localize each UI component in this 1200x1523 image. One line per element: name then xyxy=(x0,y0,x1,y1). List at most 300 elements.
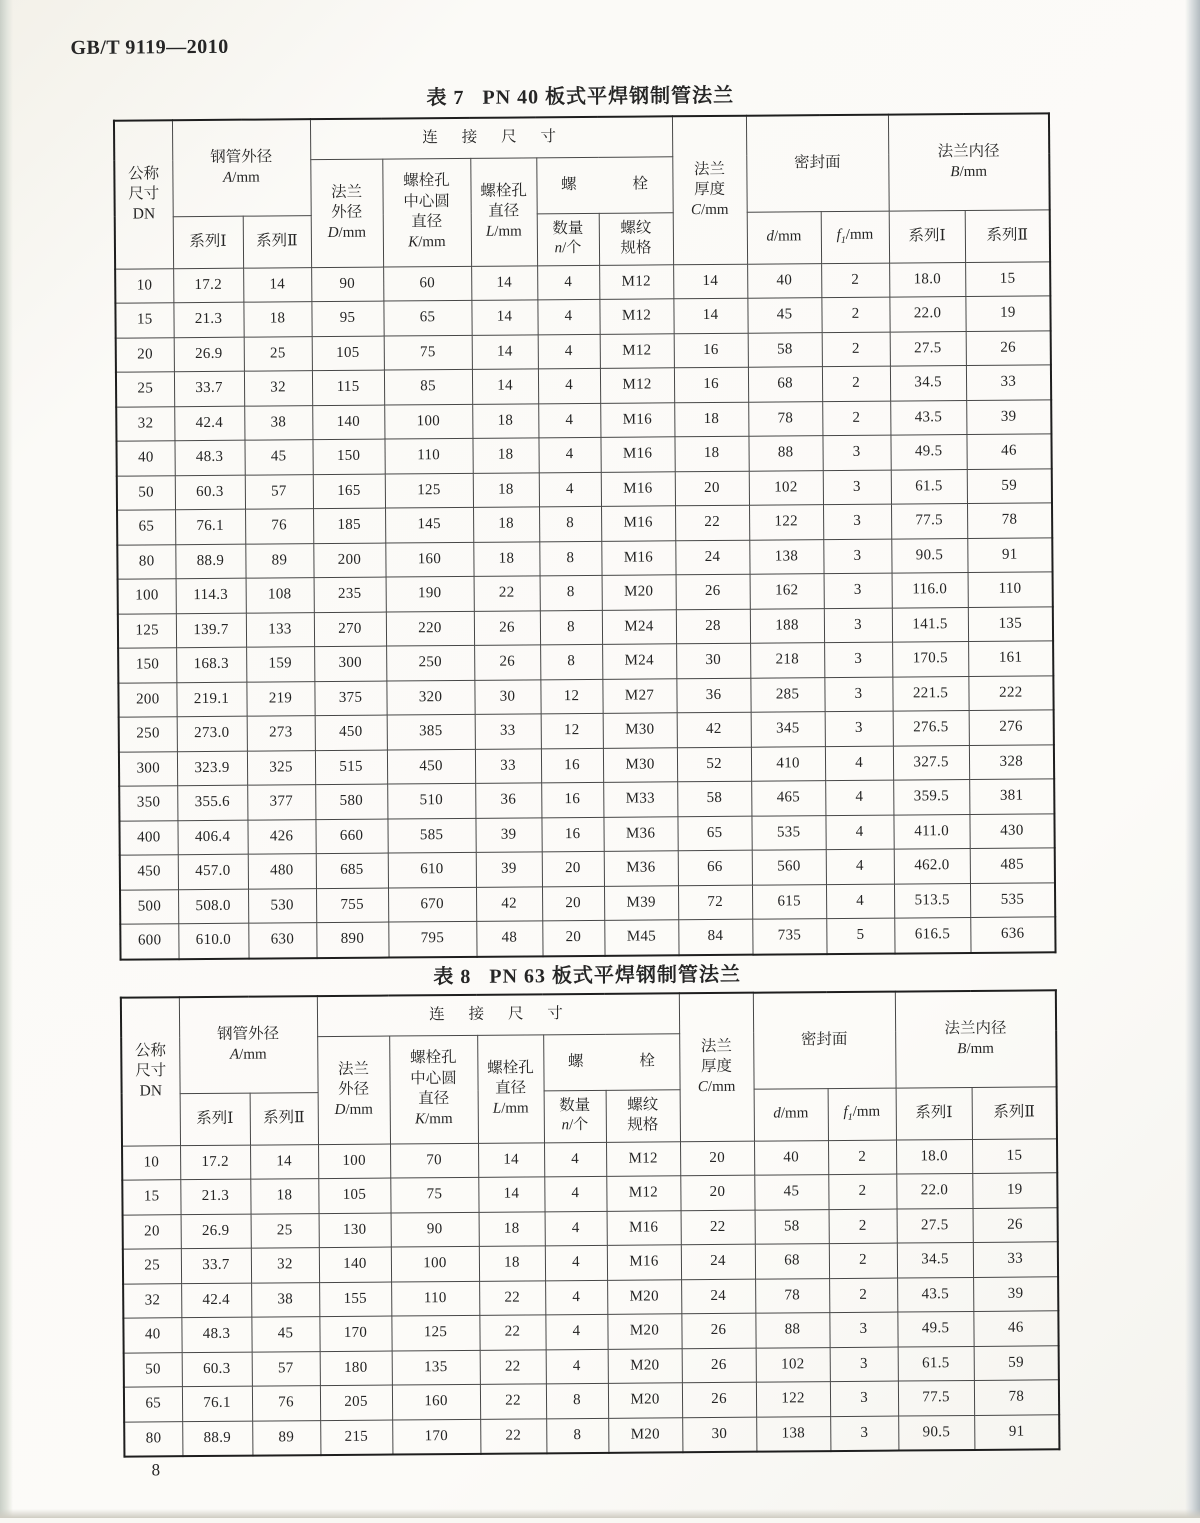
table-cell: 5 xyxy=(826,918,894,954)
table-cell: M12 xyxy=(600,368,674,403)
header-seal-d xyxy=(747,211,821,264)
table-cell: 61.5 xyxy=(891,469,967,504)
table-cell: 89 xyxy=(252,1420,320,1456)
table-cell: M24 xyxy=(602,644,676,679)
table-cell: 39 xyxy=(476,852,542,887)
table-cell: 100 xyxy=(384,404,472,439)
table-cell: M12 xyxy=(599,299,673,334)
table-cell: 406.4 xyxy=(177,820,247,855)
table-cell: 328 xyxy=(969,744,1054,779)
table-cell: M12 xyxy=(606,1176,680,1211)
header-bolt-qty xyxy=(537,213,599,265)
table-cell: M16 xyxy=(607,1245,681,1280)
table-cell: 16 xyxy=(674,367,748,402)
table-cell: 80 xyxy=(124,1421,182,1456)
table-cell: 24 xyxy=(675,540,749,575)
table7-name: PN 40 板式平焊钢制管法兰 xyxy=(482,85,734,109)
table-cell: 8 xyxy=(540,644,602,679)
header-bolt-hole xyxy=(470,157,537,266)
header-pipe-od-symbol: A/mm xyxy=(180,1045,317,1066)
table-cell: 457.0 xyxy=(178,854,248,889)
table-cell: 105 xyxy=(318,1178,390,1213)
table-cell: M45 xyxy=(604,920,678,956)
header-bolt-thread-label: 螺纹 规格 xyxy=(620,219,651,257)
table-cell: 670 xyxy=(388,887,476,922)
table-cell: 4 xyxy=(825,746,893,781)
header-bolt-hole-label: 螺栓孔 直径 xyxy=(471,181,536,222)
table-cell: 40 xyxy=(747,263,821,298)
table-cell: 75 xyxy=(390,1177,478,1212)
header-bolt-qty-label: 数量 xyxy=(544,1096,605,1117)
table-cell: 610.0 xyxy=(178,923,248,959)
table-cell: M12 xyxy=(599,264,673,299)
table-cell: M20 xyxy=(608,1348,682,1383)
table-cell: M33 xyxy=(603,782,677,817)
table-cell: 88 xyxy=(749,436,823,471)
table-cell: 18 xyxy=(243,302,311,337)
table8-pn63-flange-table xyxy=(120,989,1061,1457)
header-bolt-circle-label: 螺栓孔 中心圆 直径 xyxy=(383,171,470,233)
table-cell: 48.3 xyxy=(174,440,244,475)
table8-title xyxy=(120,955,1055,991)
table7-title xyxy=(113,76,1048,112)
table-cell: 250 xyxy=(386,645,474,680)
table-cell: 16 xyxy=(674,333,748,368)
table-cell: 19 xyxy=(965,296,1050,331)
table-cell: 22 xyxy=(681,1210,755,1245)
header-pipe-series1: 系列Ⅰ xyxy=(173,216,243,269)
table-cell: 636 xyxy=(970,917,1055,953)
table8-body xyxy=(122,1138,1060,1456)
table-cell: M20 xyxy=(602,575,676,610)
header-sealing-face: 密封面 xyxy=(753,992,896,1089)
table-cell: 3 xyxy=(824,573,892,608)
table-cell: 22 xyxy=(675,505,749,540)
table-cell: 4 xyxy=(537,299,599,334)
table-cell: 22 xyxy=(480,1384,546,1419)
header-pipe-od xyxy=(172,119,311,216)
table-cell: 30 xyxy=(676,643,750,678)
table-cell: 26 xyxy=(676,574,750,609)
table-cell: 150 xyxy=(312,439,384,474)
table-cell: 100 xyxy=(391,1246,479,1281)
header-bore-series2: 系列Ⅱ xyxy=(965,209,1050,262)
table-cell: 4 xyxy=(825,780,893,815)
table-cell: 20 xyxy=(675,471,749,506)
table-cell: 26 xyxy=(681,1313,755,1348)
table-cell: 188 xyxy=(750,608,824,643)
header-flange-thickness-label: 法兰 厚度 xyxy=(680,1037,753,1078)
table-cell: 4 xyxy=(546,1349,608,1384)
header-bolt-thread xyxy=(606,1089,680,1142)
header-bolt-hole-symbol: L/mm xyxy=(471,222,536,242)
table-cell: 25 xyxy=(244,336,312,371)
table-cell: 125 xyxy=(391,1315,479,1350)
table-cell: 20 xyxy=(680,1175,754,1210)
table-cell: 49.5 xyxy=(897,1311,973,1346)
table-cell: 22 xyxy=(480,1418,546,1454)
table-cell: 26 xyxy=(474,610,540,645)
table-cell: 270 xyxy=(314,612,386,647)
header-seal-f1 xyxy=(821,211,889,264)
table-cell: 145 xyxy=(385,507,473,542)
table-cell: 3 xyxy=(823,470,891,505)
table-cell: 45 xyxy=(251,1317,319,1352)
table7-body xyxy=(115,261,1055,959)
table-cell: 3 xyxy=(829,1312,897,1347)
table8-name: PN 63 板式平焊钢制管法兰 xyxy=(489,964,741,988)
table-cell: 14 xyxy=(472,369,538,404)
header-pipe-od-symbol: A/mm xyxy=(173,168,310,189)
table-cell: 22.0 xyxy=(896,1173,972,1208)
table-cell: 221.5 xyxy=(892,676,968,711)
table-cell: 411.0 xyxy=(894,814,970,849)
table-cell: 18 xyxy=(479,1246,545,1281)
table-cell: 125 xyxy=(118,613,176,648)
table-cell: 76.1 xyxy=(175,509,245,544)
table-cell: 535 xyxy=(752,815,826,850)
table-cell: 125 xyxy=(385,473,473,508)
table-cell: 22 xyxy=(474,576,540,611)
table-cell: 15 xyxy=(122,1180,180,1215)
table-cell: 122 xyxy=(756,1382,830,1417)
table-cell: 116.0 xyxy=(892,572,968,607)
table-cell: 91 xyxy=(974,1414,1059,1450)
table-cell: 4 xyxy=(538,334,600,369)
table-cell: 375 xyxy=(314,681,386,716)
table-cell: M36 xyxy=(604,851,678,886)
table-cell: 170 xyxy=(319,1316,391,1351)
table-cell: 22 xyxy=(479,1315,545,1350)
table-cell: 45 xyxy=(747,298,821,333)
table-cell: 49.5 xyxy=(891,434,967,469)
header-flange-thickness xyxy=(679,993,754,1142)
table-cell: M36 xyxy=(603,816,677,851)
table-cell: M16 xyxy=(607,1210,681,1245)
table-cell: 46 xyxy=(973,1311,1058,1346)
header-seal-f1 xyxy=(828,1088,896,1141)
table-cell: 3 xyxy=(823,504,891,539)
table-cell: 45 xyxy=(244,440,312,475)
table-cell: 100 xyxy=(118,579,176,614)
table-cell: 135 xyxy=(392,1350,480,1385)
table-cell: 8 xyxy=(540,575,602,610)
table-cell: 585 xyxy=(387,818,475,853)
table-cell: 65 xyxy=(678,816,752,851)
table-cell: 10 xyxy=(122,1145,180,1180)
table-cell: M16 xyxy=(600,402,674,437)
table-cell: 18 xyxy=(473,472,539,507)
table-cell: 180 xyxy=(320,1351,392,1386)
table-cell: 32 xyxy=(251,1248,319,1283)
table-cell: 20 xyxy=(542,920,604,955)
table-cell: 350 xyxy=(119,786,177,821)
table-cell: 48 xyxy=(476,921,542,957)
standard-code: GB/T 9119—2010 xyxy=(70,36,229,60)
header-connection-dims: 连 接 尺 寸 xyxy=(310,116,672,159)
table-cell: 500 xyxy=(120,889,178,924)
header-flange-bore-symbol: B/mm xyxy=(889,162,1049,183)
table-cell: 2 xyxy=(829,1278,897,1313)
table-cell: 27.5 xyxy=(890,331,966,366)
header-bolt-circle xyxy=(382,158,471,267)
table-cell: 84 xyxy=(678,919,752,955)
table-cell: 30 xyxy=(682,1417,756,1453)
table-cell: 4 xyxy=(544,1142,606,1177)
table-cell: 30 xyxy=(474,679,540,714)
table-cell: 72 xyxy=(678,885,752,920)
table-cell: 400 xyxy=(119,820,177,855)
table-cell: 39 xyxy=(475,817,541,852)
header-bolt-circle xyxy=(389,1035,478,1144)
table-cell: 2 xyxy=(829,1209,897,1244)
table-cell: 24 xyxy=(681,1279,755,1314)
table-cell: 40 xyxy=(754,1140,828,1175)
table-cell: 32 xyxy=(123,1283,181,1318)
header-bolt-group: 螺 栓 xyxy=(536,156,672,213)
table-cell: 355.6 xyxy=(177,785,247,820)
table7-header xyxy=(114,113,1050,268)
table-cell: 480 xyxy=(248,854,316,889)
table-cell: 170 xyxy=(392,1419,480,1455)
table-cell: 130 xyxy=(319,1213,391,1248)
table-cell: 2 xyxy=(821,263,889,298)
table-cell: 78 xyxy=(967,503,1052,538)
table-cell: 115 xyxy=(312,370,384,405)
table-cell: 4 xyxy=(538,403,600,438)
table-cell: 219 xyxy=(246,681,314,716)
table8-label: 表 8 xyxy=(433,966,471,988)
table-cell: 18 xyxy=(675,436,749,471)
table-cell: 8 xyxy=(546,1383,608,1418)
table-cell: 616.5 xyxy=(894,917,970,953)
table-cell: 48.3 xyxy=(181,1317,251,1352)
table-cell: 40 xyxy=(123,1318,181,1353)
table-cell: 110 xyxy=(384,438,472,473)
table-cell: 60.3 xyxy=(175,475,245,510)
header-flange-thickness-symbol: C/mm xyxy=(673,201,746,221)
header-bolt-circle-label: 螺栓孔 中心圆 直径 xyxy=(390,1048,477,1110)
table-cell: 90.5 xyxy=(898,1415,974,1451)
table-cell: 25 xyxy=(116,372,174,407)
table-cell: 4 xyxy=(545,1280,607,1315)
table-cell: 513.5 xyxy=(894,883,970,918)
table-cell: 43.5 xyxy=(897,1277,973,1312)
table-cell: 20 xyxy=(680,1141,754,1176)
header-bolt-thread xyxy=(599,212,673,265)
header-bolt-circle-symbol: K/mm xyxy=(390,1110,477,1130)
table-cell: 14 xyxy=(472,334,538,369)
table-cell: 200 xyxy=(313,543,385,578)
table-cell: 165 xyxy=(313,474,385,509)
table-cell: 26.9 xyxy=(181,1214,251,1249)
table-cell: 95 xyxy=(311,301,383,336)
table-cell: 218 xyxy=(750,643,824,678)
table-cell: 20 xyxy=(542,886,604,921)
table-cell: 20 xyxy=(123,1214,181,1249)
table-cell: 300 xyxy=(314,646,386,681)
table-cell: 450 xyxy=(120,855,178,890)
table-cell: 3 xyxy=(830,1381,898,1416)
table-cell: 285 xyxy=(750,677,824,712)
table-cell: 18 xyxy=(479,1211,545,1246)
table-cell: 34.5 xyxy=(890,365,966,400)
page-number: 8 xyxy=(151,1460,160,1480)
table-cell: 58 xyxy=(748,332,822,367)
table-cell: 235 xyxy=(314,577,386,612)
table-cell: 150 xyxy=(118,648,176,683)
header-nominal-size xyxy=(114,120,173,268)
table-cell: 105 xyxy=(312,336,384,371)
table-cell: 162 xyxy=(750,574,824,609)
table-cell: 140 xyxy=(312,405,384,440)
header-flange-bore-label: 法兰内径 xyxy=(896,1018,1056,1040)
table-cell: 40 xyxy=(116,441,174,476)
scan-edge-right xyxy=(1185,0,1200,1518)
table-cell: 168.3 xyxy=(176,647,246,682)
header-bolt-qty-symbol: n/个 xyxy=(544,1116,605,1136)
table-cell: 222 xyxy=(968,675,1053,710)
header-seal-d-symbol: d/mm xyxy=(747,227,820,247)
table-cell: 60 xyxy=(383,266,471,301)
table-cell: 18 xyxy=(473,541,539,576)
table-cell: 89 xyxy=(245,543,313,578)
table-cell: M12 xyxy=(606,1141,680,1176)
table-cell: 4 xyxy=(826,849,894,884)
table-cell: 250 xyxy=(119,717,177,752)
table-cell: 78 xyxy=(974,1380,1059,1415)
table-cell: 4 xyxy=(545,1314,607,1349)
header-bolt-thread-label: 螺纹 规格 xyxy=(627,1096,658,1134)
table7-label: 表 7 xyxy=(426,87,464,109)
table-cell: 4 xyxy=(539,472,601,507)
table-cell: 600 xyxy=(120,924,178,959)
table-cell: 14 xyxy=(673,264,747,299)
table-cell: 4 xyxy=(538,437,600,472)
table-cell: 323.9 xyxy=(177,751,247,786)
table-cell: 3 xyxy=(830,1416,898,1452)
header-seal-d xyxy=(754,1088,828,1141)
table-cell: 90 xyxy=(391,1212,479,1247)
table-cell: 108 xyxy=(246,578,314,613)
header-bolt-circle-symbol: K/mm xyxy=(383,233,470,253)
table-cell: 138 xyxy=(749,539,823,574)
table-cell: 276.5 xyxy=(893,710,969,745)
table-cell: M16 xyxy=(601,540,675,575)
table-cell: 88.9 xyxy=(175,544,245,579)
table-cell: 159 xyxy=(246,647,314,682)
table-cell: 385 xyxy=(387,714,475,749)
table-cell: 60.3 xyxy=(182,1352,252,1387)
table-cell: 276 xyxy=(969,710,1054,745)
table-cell: 14 xyxy=(478,1142,544,1177)
table-cell: 14 xyxy=(471,265,537,300)
table-cell: 185 xyxy=(313,508,385,543)
header-flange-bore-label: 法兰内径 xyxy=(889,141,1049,163)
header-pipe-od xyxy=(179,996,318,1093)
table-cell: 530 xyxy=(248,888,316,923)
table-cell: 77.5 xyxy=(891,503,967,538)
table-cell: 36 xyxy=(475,783,541,818)
table-cell: 58 xyxy=(677,781,751,816)
header-pipe-series2: 系列Ⅱ xyxy=(243,215,311,268)
table-cell: 21.3 xyxy=(180,1179,250,1214)
table-cell: 26 xyxy=(682,1382,756,1417)
table-cell: 20 xyxy=(542,851,604,886)
table-cell: 42.4 xyxy=(181,1283,251,1318)
table-cell: M12 xyxy=(600,333,674,368)
header-flange-bore-symbol: B/mm xyxy=(896,1039,1056,1060)
table-cell: M27 xyxy=(602,678,676,713)
table-cell: 133 xyxy=(246,612,314,647)
table-cell: 755 xyxy=(316,888,388,923)
table-cell: 76.1 xyxy=(182,1386,252,1421)
header-bolt-hole-symbol: L/mm xyxy=(478,1099,543,1119)
table-cell: 205 xyxy=(320,1385,392,1420)
table-cell: 320 xyxy=(386,680,474,715)
table-cell: 140 xyxy=(319,1247,391,1282)
table-cell: 12 xyxy=(541,713,603,748)
table-cell: 215 xyxy=(320,1420,392,1456)
table-cell: 8 xyxy=(539,506,601,541)
table-cell: 21.3 xyxy=(173,302,243,337)
table-cell: 138 xyxy=(756,1416,830,1452)
table-cell: 2 xyxy=(822,401,890,436)
table-cell: 78 xyxy=(748,401,822,436)
table-cell: 3 xyxy=(825,711,893,746)
table-cell: 220 xyxy=(386,611,474,646)
header-connection-dims: 连 接 尺 寸 xyxy=(317,993,679,1036)
header-seal-d-symbol: d/mm xyxy=(754,1104,827,1124)
table-cell: M30 xyxy=(603,747,677,782)
table-cell: 50 xyxy=(117,475,175,510)
table-cell: 273.0 xyxy=(177,716,247,751)
table-cell: 2 xyxy=(821,297,889,332)
table-cell: 19 xyxy=(972,1173,1057,1208)
table-cell: 16 xyxy=(541,817,603,852)
table-cell: 78 xyxy=(755,1278,829,1313)
table-cell: 18 xyxy=(472,403,538,438)
table-cell: 14 xyxy=(673,298,747,333)
table-cell: 4 xyxy=(826,815,894,850)
table-cell: 200 xyxy=(118,682,176,717)
table-cell: 65 xyxy=(383,300,471,335)
table-cell: 38 xyxy=(251,1282,319,1317)
table-cell: 4 xyxy=(538,368,600,403)
table-cell: 42.4 xyxy=(174,406,244,441)
table-cell: 15 xyxy=(965,261,1050,296)
table-cell: 32 xyxy=(116,406,174,441)
table-cell: 135 xyxy=(968,606,1053,641)
table-cell: 16 xyxy=(541,748,603,783)
table-cell: 65 xyxy=(117,510,175,545)
scan-edge-left xyxy=(0,0,13,1518)
header-flange-bore xyxy=(895,990,1057,1087)
table-cell: 76 xyxy=(252,1386,320,1421)
table-cell: 685 xyxy=(316,853,388,888)
header-flange-od-label: 法兰 外径 xyxy=(318,1059,389,1100)
table-cell: 450 xyxy=(315,715,387,750)
table-cell: 90 xyxy=(311,267,383,302)
table-cell: 57 xyxy=(245,474,313,509)
table-cell: 327.5 xyxy=(893,745,969,780)
table-cell: 22 xyxy=(480,1349,546,1384)
table-cell: 85 xyxy=(384,369,472,404)
table-cell: 110 xyxy=(391,1281,479,1316)
table-cell: 795 xyxy=(388,921,476,957)
table-cell: 515 xyxy=(315,750,387,785)
table-cell: 33.7 xyxy=(174,371,244,406)
